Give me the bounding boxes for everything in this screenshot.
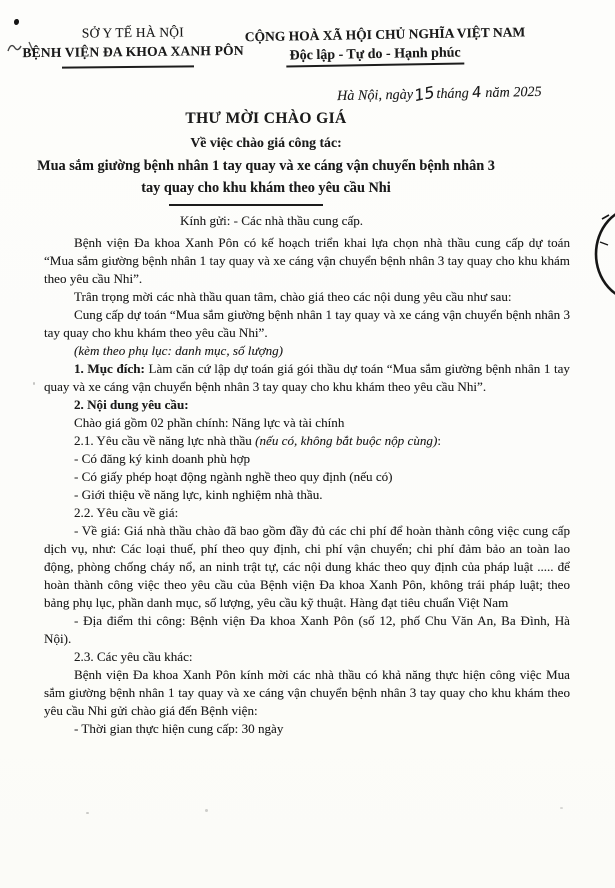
section-2-intro: Chào giá gồm 02 phần chính: Năng lực và tài chính xyxy=(74,415,345,430)
section-1-purpose xyxy=(44,360,570,396)
ink-stamp-fragment xyxy=(575,196,615,311)
handwritten-month: 4 xyxy=(470,82,483,102)
paragraph-price-requirements: - Về giá: Giá nhà thầu chào đã bao gồm đầy đủ các chi phí để hoàn thành công việc cung cấp dịch vụ, như: Các loại thuế, phí theo quy định, chi phí vận chuyển; chi phí đảm bảo an toàn lao động, phòng chống cháy nổ, an ninh trật tự, các nội dung khác theo quy định của pháp luật ..... để hoàn thành công việc theo yêu cầu của Bệnh viện Đa khoa Xanh Pôn, không trái pháp luật; theo bảng phụ lục, phần danh mục, số lượng, yêu cầu kỹ thuật. Hàng đạt tiêu chuẩn Việt Nam xyxy=(44,523,570,610)
paragraph-delivery-time: - Thời gian thực hiện cung cấp: 30 ngày xyxy=(74,721,284,736)
document-title: THƯ MỜI CHÀO GIÁ xyxy=(185,110,347,127)
document-body xyxy=(44,212,570,738)
salutation-line: Kính gửi: - Các nhà thầu cung cấp. xyxy=(180,213,364,228)
section-2-1-note: (nếu có, không bắt buộc nộp cùng) xyxy=(255,433,438,448)
date-line xyxy=(337,81,542,105)
handwritten-scribble xyxy=(5,36,39,58)
section-1-heading: 1. Mục đích: xyxy=(74,361,145,376)
paragraph-other-requirements: Bệnh viện Đa khoa Xanh Pôn kính mời các nhà thầu có khả năng thực hiện công việc Mua sắm giường bệnh nhân 1 tay quay và xe cáng vận chuyển bệnh nhân 3 tay quay cho khu khám theo yêu cầu Nhi gửi chào giá đến Bệnh viện: xyxy=(44,667,570,718)
section-2-2-heading: 2.2. Yêu cầu về giá: xyxy=(74,505,179,520)
paragraph-invitation: Trân trọng mời các nhà thầu quan tâm, chào giá theo các nội dung yêu cầu như sau: xyxy=(74,289,512,304)
subject-underline xyxy=(169,204,323,206)
paragraph-scope: Cung cấp dự toán “Mua sắm giường bệnh nhân 1 tay quay và xe cáng vận chuyển bệnh nhân 3 tay quay cho khu khám theo yêu cầu Nhi”. xyxy=(44,307,570,340)
paragraph-plan-intro: Bệnh viện Đa khoa Xanh Pôn có kế hoạch triển khai lựa chọn nhà thầu cung cấp dự toán “Mua sắm giường bệnh nhân 1 tay quay và xe cáng vận chuyển bệnh nhân 3 tay quay cho khu khám theo yêu cầu Nhi”. xyxy=(44,235,570,286)
paragraph-appendix-note: (kèm theo phụ lục: danh mục, số lượng) xyxy=(74,343,284,358)
org-parent-name: SỞ Y TẾ HÀ NỘI xyxy=(81,24,184,41)
section-2-1-lead: 2.1. Yêu cầu về năng lực nhà thầu xyxy=(74,433,256,448)
org-name-underline xyxy=(62,65,194,68)
scan-speck xyxy=(86,812,89,814)
section-2-1-colon: : xyxy=(437,433,441,448)
national-motto: Độc lập - Tự do - Hạnh phúc xyxy=(286,45,463,67)
section-1-text: Làm căn cứ lập dự toán giá gói thầu dự toán “Mua sắm giường bệnh nhân 1 tay quay và xe cáng vận chuyển bệnh nhân 3 tay quay cho khu khám theo yêu cầu Nhi”. xyxy=(44,361,570,394)
section-2-3-heading: 2.3. Các yêu cầu khác: xyxy=(74,649,193,664)
org-header xyxy=(22,24,244,61)
document-subject: Mua sắm giường bệnh nhân 1 tay quay và xe cáng vận chuyển bệnh nhân 3 tay quay cho khu khám theo yêu cầu Nhi xyxy=(37,158,495,196)
scan-speck xyxy=(560,807,563,809)
title-block xyxy=(0,110,532,199)
scan-speck xyxy=(33,382,35,385)
list-item-capability-profile: - Giới thiệu về năng lực, kinh nghiệm nhà thầu. xyxy=(74,487,323,502)
section-2-heading: 2. Nội dung yêu cầu: xyxy=(74,397,189,412)
scan-ink-dot xyxy=(14,19,19,25)
list-item-business-license: - Có đăng ký kinh doanh phù hợp xyxy=(74,451,251,466)
date-mid: tháng xyxy=(436,85,469,103)
national-header xyxy=(244,24,526,69)
national-title: CỘNG HOÀ XÃ HỘI CHỦ NGHĨA VIỆT NAM xyxy=(244,24,526,45)
org-name: BỆNH VIỆN ĐA KHOA XANH PÔN xyxy=(22,42,244,61)
scan-speck xyxy=(205,809,208,812)
date-suffix: năm 2025 xyxy=(485,83,542,102)
list-item-operating-permit: - Có giấy phép hoạt động ngành nghề theo quy định (nếu có) xyxy=(74,469,393,484)
document-subtitle: Về việc chào giá công tác: xyxy=(190,135,342,150)
date-prefix: Hà Nội, ngày xyxy=(336,86,414,105)
section-2-1-heading xyxy=(44,432,570,450)
handwritten-day: 15 xyxy=(412,82,437,106)
paragraph-location: - Địa điểm thi công: Bệnh viện Đa khoa Xanh Pôn (số 12, phố Chu Văn An, Ba Đình, Hà Nội). xyxy=(44,613,570,646)
